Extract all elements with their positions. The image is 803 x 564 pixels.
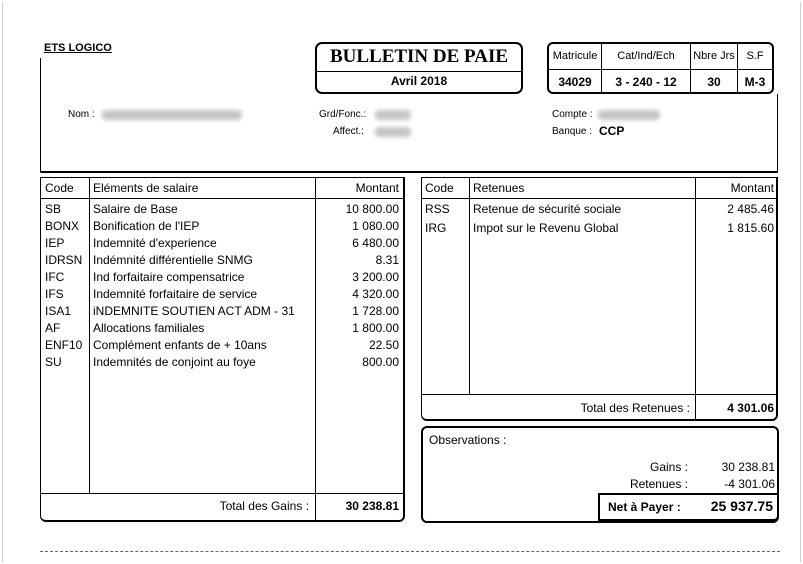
summary-gains-label: Gains : [649,460,688,474]
row-code: ENF10 [45,338,83,352]
cut-line [40,551,780,552]
redacted-grade [375,110,411,120]
category-value: 3 - 240 - 12 [615,75,677,89]
table-row [41,320,404,337]
row-code: AF [45,321,61,335]
row-amount: 6 480.00 [352,236,399,250]
redacted-account [598,110,660,120]
gains-element-header: Eléments de salaire [93,181,199,195]
retenues-total-line [422,394,777,395]
row-label: Bonification de l'IEP [93,219,200,233]
employee-info-box [547,42,774,94]
redacted-name [102,110,242,120]
row-amount: 8.31 [375,253,399,267]
row-label: Ind forfaitaire compensatrice [93,270,245,284]
row-label: Retenue de sécurité sociale [473,202,622,216]
net-pay-label: Net à Payer : [608,500,681,514]
gains-code-header: Code [45,181,74,195]
net-pay-box [598,493,779,521]
row-code: IFC [45,270,65,284]
table-row [41,218,404,235]
row-label: Complément enfants de + 10ans [93,338,267,352]
summary-retenues-value: -4 301.06 [724,477,775,491]
family-status-value: M-3 [744,75,766,89]
row-code: IFS [45,287,64,301]
matricule-header: Matricule [552,50,598,62]
table-row [41,286,404,303]
gains-total-line [41,493,404,494]
category-header: Cat/Ind/Ech [617,50,675,62]
company-name: ETS LOGICO [44,42,112,54]
table-row [422,201,777,220]
retenues-element-header: Retenues [473,181,525,195]
table-row [41,201,404,218]
header-left-border [40,58,41,172]
retenues-code-header: Code [425,181,454,195]
gains-header-line [41,198,404,199]
pay-period: Avril 2018 [390,74,448,88]
row-amount: 1 800.00 [352,321,399,335]
observations-box [421,426,779,523]
days-value: 30 [707,75,721,89]
redacted-affectation [375,127,411,137]
row-code: IDRSN [45,253,83,267]
days-header: Nbre Jrs [693,50,735,62]
row-code: SU [45,355,62,369]
summary-retenues-label: Retenues : [629,477,688,491]
table-row [41,337,404,354]
header-bottom-border [40,171,778,173]
family-status-header: S.F [746,50,764,62]
row-label: Indémnité différentielle SNMG [93,253,253,267]
row-label: iNDEMNITE SOUTIEN ACT ADM - 31 [93,304,295,318]
row-amount: 1 815.60 [727,221,774,235]
title-separator [317,71,521,72]
title-box [315,42,523,94]
bank-name: CCP [599,124,625,138]
row-amount: 800.00 [362,355,399,369]
gains-table [40,177,405,522]
retenues-rows [422,201,777,239]
row-amount: 3 200.00 [352,270,399,284]
gains-rows [41,201,404,371]
compte-label: Compte : [552,109,593,120]
row-code: ISA1 [45,304,72,318]
row-label: Indemnité forfaitaire de service [93,287,258,301]
row-code: BONX [45,219,80,233]
row-label: Indemnité d'experience [93,236,217,250]
retenues-header-line [422,198,777,199]
gains-total-label: Total des Gains : [219,499,309,513]
retenues-total-value: 4 301.06 [727,401,774,415]
gains-amount-header: Montant [355,181,399,195]
row-amount: 1 728.00 [352,304,399,318]
row-code: IRG [425,221,447,235]
row-amount: 22.50 [368,338,399,352]
retenues-amount-header: Montant [730,181,774,195]
table-row [41,303,404,320]
row-label: Indemnités de conjoint au foye [93,355,256,369]
grade-label: Grd/Fonc.: [319,109,367,120]
retenues-table [421,177,778,421]
row-code: SB [45,202,62,216]
row-amount: 10 800.00 [345,202,399,216]
observations-label: Observations : [429,433,507,447]
row-amount: 1 080.00 [352,219,399,233]
row-code: RSS [425,202,450,216]
row-code: IEP [45,236,65,250]
banque-label: Banque : [552,126,593,137]
table-row [41,354,404,371]
row-label: Salaire de Base [93,202,178,216]
table-row [41,269,404,286]
nom-label: Nom : [68,109,95,120]
table-row [422,220,777,239]
row-label: Impot sur le Revenu Global [473,221,619,235]
info-separator [549,69,772,70]
row-amount: 4 320.00 [352,287,399,301]
affectation-label: Affect.: [333,126,364,137]
summary-gains-value: 30 238.81 [721,460,775,474]
gains-total-value: 30 238.81 [345,499,399,513]
row-amount: 2 485.46 [727,202,774,216]
table-row [41,235,404,252]
header-right-border [777,94,778,172]
net-pay-value: 25 937.75 [710,498,773,514]
row-label: Allocations familiales [93,321,205,335]
document-title: BULLETIN DE PAIE [329,46,509,67]
retenues-total-label: Total des Retenues : [580,401,690,415]
table-row [41,252,404,269]
matricule-value: 34029 [558,75,592,89]
